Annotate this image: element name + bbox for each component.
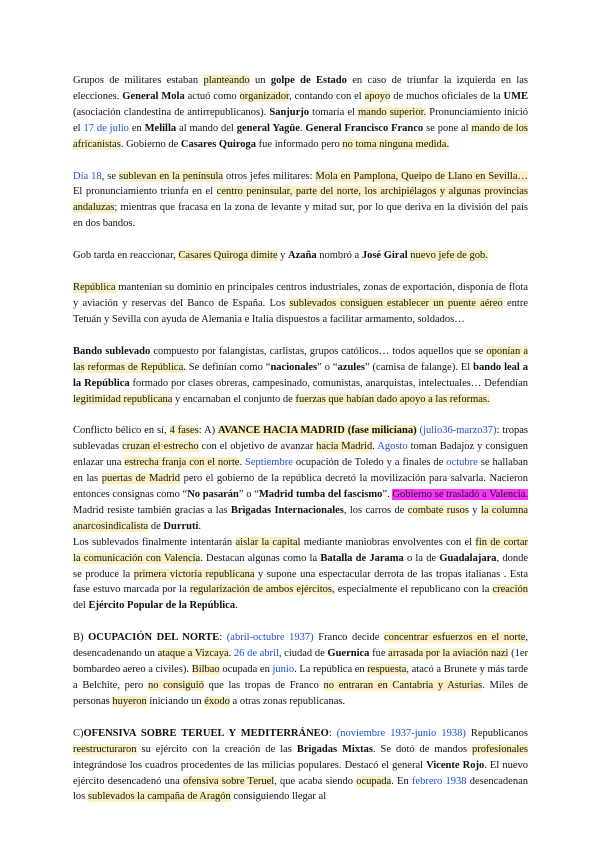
bold-text: No pasarán: [187, 489, 239, 501]
paragraph-p1: [73, 73, 528, 153]
highlighted-text: éxodo: [204, 695, 230, 707]
bold-text: Brigadas Internacionales: [230, 504, 344, 516]
highlighted-text: oponían a las reformas de República: [73, 345, 528, 373]
highlighted-text: mando de los africanistas: [73, 122, 529, 150]
text-run: , especialmente el republicano con la: [332, 584, 493, 596]
bold-text: Casares Quiroga: [180, 138, 257, 150]
text-run: ” o “: [317, 361, 338, 373]
highlighted-text: puertas de Madrid: [101, 473, 180, 485]
paragraph-p9: [73, 726, 528, 806]
text-run: B): [73, 632, 89, 644]
highlighted-text: concentrar esfuerzos en el norte: [383, 632, 526, 644]
highlighted-text: cruzan el estrecho: [122, 441, 199, 453]
bold-text: Batalla de Jarama: [320, 552, 404, 564]
text-run: al mando del: [176, 122, 237, 134]
text-run: ” o “: [238, 489, 259, 501]
bold-text: Melilla: [144, 122, 177, 134]
paragraph-p3: [73, 248, 528, 264]
text-run: otros jefes militares:: [223, 170, 316, 182]
text-run: Gobierno se trasladó a Valencia.: [392, 489, 529, 501]
text-run: C): [73, 727, 84, 739]
text-run: , atacó a Brunete y más tarde a Belchite, pero: [73, 664, 528, 691]
highlighted-text: sublevados la campaña de Aragón: [87, 791, 231, 803]
highlighted-text: hacia Madrid: [316, 441, 373, 453]
paragraph-p2: [73, 169, 528, 233]
highlighted-text: AVANCE HACIA MADRID (fase miliciana): [218, 425, 417, 437]
bold-text: UME: [503, 90, 528, 102]
text-run: y encarnaban el conjunto de: [172, 393, 296, 405]
text-run: Conflicto bélico en sí,: [73, 425, 170, 437]
text-run: .: [239, 457, 246, 469]
highlighted-text: Casares Quiroga dimite: [178, 250, 278, 262]
highlighted-text: profesionales: [472, 743, 529, 755]
text-run: de muchos oficiales de la: [390, 90, 504, 102]
text-run: fue: [369, 648, 389, 660]
bold-text: Sanjurjo: [269, 106, 310, 118]
highlighted-text: ataque a Vizcaya: [157, 648, 229, 660]
highlighted-text: sublevados consiguen establecer un puente aéreo: [289, 297, 503, 309]
paragraph-p8: [73, 630, 528, 710]
bold-text: azules: [337, 361, 365, 373]
text-run: iniciando un: [146, 695, 205, 707]
date-text: febrero 1938: [411, 775, 467, 787]
bold-text: Madrid tumba del fascismo: [258, 489, 383, 501]
text-run: compuesto por falangistas, carlistas, grupos católicos… todos aquellos que se: [150, 345, 487, 357]
text-run: integrándose los cuadros procedentes de las milicias populares. Destacó el general: [73, 759, 427, 771]
highlighted-text: nuevo jefe de gob.: [410, 250, 488, 262]
text-run: un: [249, 75, 271, 86]
text-run: . Gobierno de: [120, 138, 181, 150]
highlighted-text: apoyo: [364, 90, 391, 102]
bold-text: Guernica: [327, 648, 370, 660]
paragraph-p7: [73, 535, 528, 615]
bold-text: OCUPACIÓN DEL NORTE: [88, 632, 220, 644]
text-run: . El nuevo ejército desencadenó una: [73, 759, 528, 787]
text-run: Franco decide: [313, 632, 384, 644]
text-run: de: [148, 520, 164, 532]
text-run: consiguiendo llegar al: [230, 791, 327, 803]
text-run: tomaría el: [309, 106, 359, 118]
text-run: Pronunciamiento inició el: [73, 106, 529, 134]
highlighted-text: huyeron: [112, 695, 147, 707]
text-run: . Miles de personas: [73, 680, 528, 707]
date-text: 17 de julio: [83, 122, 129, 134]
text-run: (asociación clandestina de antirrepublicanos).: [73, 106, 270, 118]
text-run: . Se definían como “: [183, 361, 271, 373]
text-run: : A): [198, 425, 219, 437]
text-run: ocupada en: [219, 664, 273, 676]
text-run: .: [372, 441, 378, 453]
text-run: se hallaban en las: [73, 457, 529, 485]
text-run: y: [277, 250, 289, 262]
bold-text: nacionales: [270, 361, 318, 373]
bold-text: golpe de Estado: [270, 75, 347, 86]
text-run: , que acaba siendo: [274, 775, 357, 787]
highlighted-text: reestructuraron: [73, 743, 137, 755]
text-run: , los carros de: [343, 504, 408, 516]
highlighted-text: República: [73, 282, 116, 294]
text-run: su ejército con la creación de las: [136, 743, 297, 755]
date-text: junio: [272, 664, 295, 676]
text-run: mediante maniobras envolventes con el: [300, 536, 476, 548]
text-run: con el objetivo de avanzar: [198, 441, 317, 453]
text-run: del: [73, 600, 89, 612]
text-run: toman Badajoz y consiguen enlazar una: [73, 441, 528, 469]
date-text: (abril-octubre 1937): [226, 632, 314, 644]
text-run: , ciudad de: [278, 648, 328, 660]
highlighted-text: Bilbao: [191, 664, 220, 676]
highlighted-text: ofensiva sobre Teruel: [182, 775, 275, 787]
text-run: . Destacan algunas como la: [200, 552, 321, 564]
text-run: Madrid resiste también gracias a las: [73, 504, 231, 516]
date-text: (julio36-marzo37): [419, 425, 497, 437]
text-run: ”.: [382, 489, 393, 501]
highlighted-text: fin de cortar la comunicación con Valencia: [73, 536, 528, 564]
text-run: .: [299, 122, 306, 134]
text-run: y supone una espectacular derrota de las tropas italianas . Esta fase estuvo marcada por la: [73, 568, 528, 596]
bold-text: General Mola: [122, 90, 185, 102]
highlighted-text: la columna anarcosindicalista: [73, 504, 529, 532]
paragraph-p6: [73, 423, 528, 534]
date-text: Día 18: [73, 170, 102, 182]
text-run: o la de: [403, 552, 440, 564]
text-run: :: [328, 727, 337, 739]
date-text: Agosto: [377, 441, 408, 453]
bold-text: Guadalajara: [439, 552, 497, 564]
date-text: Septiembre: [245, 457, 293, 469]
text-run: .: [235, 600, 238, 612]
highlighted-text: fuerzas que habían dado apoyo a las reformas.: [295, 393, 490, 405]
text-run: se pone al: [423, 122, 472, 134]
text-run: Republicanos: [465, 727, 529, 739]
text-run: actuó como: [184, 90, 240, 102]
text-run: y: [468, 504, 481, 516]
highlighted-text: planteando: [203, 75, 250, 86]
highlighted-text: sublevan en la península: [119, 170, 224, 182]
bold-text: Durruti: [163, 520, 199, 532]
text-run: en caso de triunfar la izquierda en las elecciones.: [73, 75, 528, 102]
text-run: ocupación de Toledo y a finales de: [292, 457, 447, 469]
highlighted-text: combate rusos: [407, 504, 469, 516]
bold-text: Ejército Popular de la República: [88, 600, 236, 612]
text-run: pero el gobierno de la república decretó la movilización para salvarla. Nacieron entonces consignas como “: [73, 473, 529, 501]
bold-text: Bando sublevado: [73, 345, 151, 357]
date-text: 26 de abril: [233, 648, 279, 660]
text-run: , se: [101, 170, 120, 182]
text-run: Los sublevados finalmente intentarán: [73, 536, 236, 548]
document-body: [73, 73, 528, 805]
paragraph-p5: [73, 344, 528, 408]
highlighted-text: Mola en Pamplona, Queipo de Llano en Sevilla…: [315, 170, 528, 182]
text-run: El pronunciamiento triunfa en el: [73, 186, 217, 198]
text-run: formado por clases obreras, campesinado, comunistas, anarquistas, intelectuales… Defendían: [129, 377, 528, 389]
text-run: a otras zonas republicanas.: [229, 695, 346, 707]
highlighted-text: no toma ninguna medida.: [342, 138, 450, 150]
highlighted-text: arrasada por la aviación nazi: [388, 648, 509, 660]
text-run: , desencadenando un: [73, 632, 529, 660]
bold-text: Brigadas Mixtas: [296, 743, 373, 755]
text-run: Gob tarda en reaccionar,: [73, 250, 179, 262]
text-run: Grupos de militares estaban: [73, 75, 204, 86]
highlighted-text: estrecha franja con el norte: [124, 457, 240, 469]
highlighted-text: organizador: [239, 90, 290, 102]
highlighted-text: legitimidad republicana: [73, 393, 173, 405]
text-run: . La república en: [294, 664, 368, 676]
text-run: entre Tetuán y Sevilla con ayuda de Alemania e Italia dispuestos a facilitar armamento, soldados…: [73, 297, 528, 325]
text-run: nombró a: [316, 250, 362, 262]
highlighted-text: 4 fases: [169, 425, 199, 437]
bold-text: Vicente Rojo: [426, 759, 485, 771]
highlighted-text: centro peninsular, parte del norte, los archipiélagos y algunas provincias andaluzas: [73, 186, 528, 214]
bold-text: José Giral: [361, 250, 408, 262]
text-run: .: [228, 648, 234, 660]
highlighted-text: mando superior.: [358, 106, 427, 118]
text-run: , contando con el: [289, 90, 365, 102]
text-run: ; mientras que fracasa en la zona de levante y mitad sur, por lo que deriva en la división del país en dos bandos.: [73, 202, 528, 230]
paragraph-p4: [73, 280, 528, 328]
highlighted-text: respuesta: [367, 664, 407, 676]
text-run: :: [219, 632, 227, 644]
highlighted-text: ocupada: [356, 775, 392, 787]
text-run: que las tropas de Franco: [203, 680, 324, 691]
text-run: desencadenan los: [73, 775, 529, 803]
text-run: fue informado pero: [256, 138, 343, 150]
text-run: (1er bombardeo aereo a civiles).: [73, 648, 529, 676]
bold-text: Azaña: [288, 250, 317, 262]
text-run: en: [128, 122, 145, 134]
date-text: octubre: [446, 457, 478, 469]
text-run: . En: [391, 775, 412, 787]
highlighted-text: no entraran en Cantabria y Asturias: [323, 680, 483, 691]
highlighted-text: no consiguió: [147, 680, 204, 691]
text-run: .: [198, 520, 202, 532]
highlighted-text: aislar la capital: [235, 536, 301, 548]
highlighted-text: regularización de ambos ejércitos: [189, 584, 332, 596]
text-run: : tropas sublevadas: [73, 425, 529, 453]
date-text: (noviembre 1937-junio 1938): [336, 727, 466, 739]
bold-text: OFENSIVA SOBRE TERUEL Y MEDITERRÁNEO: [83, 727, 329, 739]
bold-text: General Francisco Franco: [305, 122, 424, 134]
highlighted-text: primera victoria republicana: [133, 568, 255, 580]
text-run: , donde se produce la: [73, 552, 528, 580]
bold-text: general Yagüe: [236, 122, 300, 134]
text-run: mantenían su dominio en principales centros industriales, zonas de exportación, disponía de flota y aviación y reservas del Banco de España. Los: [73, 282, 528, 309]
highlighted-text: creación: [492, 584, 528, 596]
text-run: ” (camisa de falange). El: [364, 361, 474, 373]
text-run: . Se dotó de mandos: [372, 743, 473, 755]
bold-text: bando leal a la República: [73, 361, 528, 389]
